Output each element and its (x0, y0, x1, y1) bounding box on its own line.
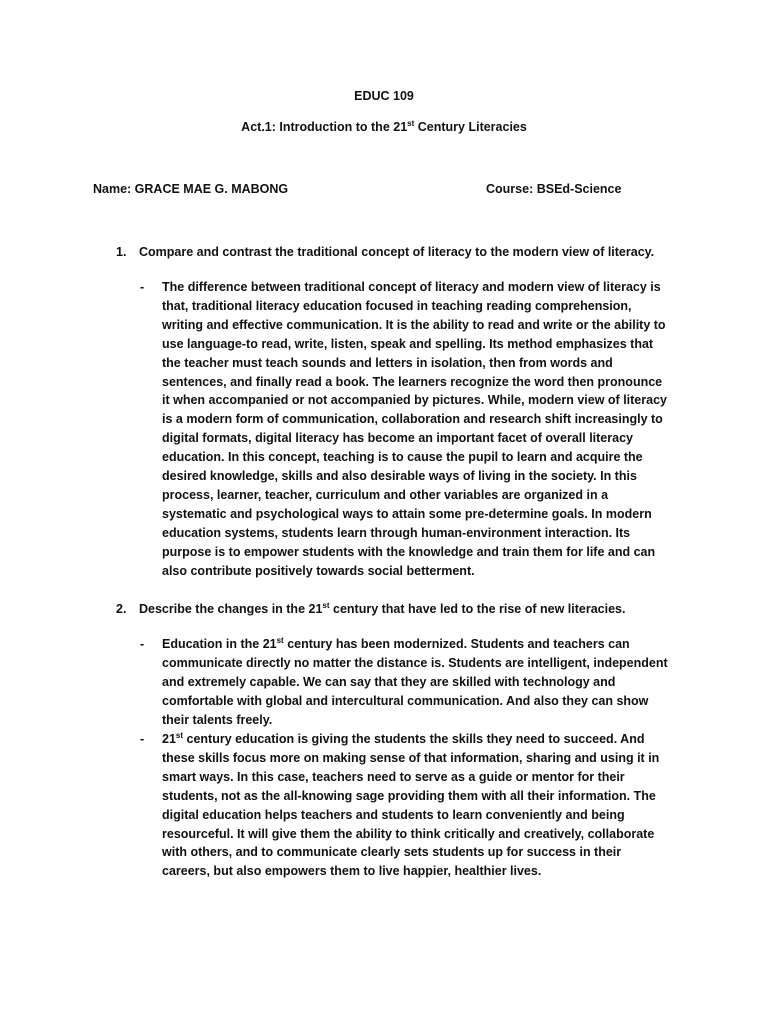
question-text-suffix: century that have led to the rise of new literacies. (329, 602, 626, 616)
question-text-sup: st (322, 601, 330, 610)
question-text: Compare and contrast the traditional concept of literacy to the modern view of literacy. (139, 245, 655, 259)
activity-title (0, 120, 768, 134)
answer-text: The difference between traditional concept of literacy and modern view of literacy is that, traditional literacy education focused in teaching reading comprehension, writing and effective communication. It is the ability to read and write or the ability to use language-to read, write, listen, speak and spelling. Its method emphasizes that the teacher must teach sounds and letters in isolation, then from words and sentences, and finally read a book. The learners recognize the word then pronounce it when accompanied or not accompanied by pictures. While, modern view of literacy is a modern form of communication, collaboration and research shift increasingly to digital formats, digital literacy has become an important facet of overall literacy education. In this concept, teaching is to cause the pupil to learn and acquire the desired knowledge, skills and also desirable ways of living in the society. In this process, learner, teacher, curriculum and other variables are organized in a systematic and psychological ways to attain some pre-determine goals. In modern education systems, students learn through human-environment interaction. Its purpose is to empower students with the knowledge and train them for life and can also contribute positively towards social betterment. (162, 280, 667, 578)
answer-text-sup: st (175, 731, 184, 740)
activity-title-sup: st (407, 119, 415, 128)
answer-text-sup: st (276, 636, 284, 645)
activity-title-suffix: Century Literacies (414, 120, 527, 134)
question-text (139, 600, 625, 618)
list-dash: - (140, 637, 145, 651)
answer-text (162, 730, 670, 881)
list-dash: - (140, 280, 145, 294)
activity-title-prefix: Act.1: Introduction to the 21 (241, 120, 408, 134)
answer-text-prefix: Education in the 21 (162, 637, 277, 651)
answer-text-suffix: century has been modernized. Students and teachers can communicate directly no matter the distance is. Students are intelligent, independent and extremely capable. We can say that they are skilled with technology and comfortable with global and intercultural communication. And also they can show their talents freely. (162, 637, 668, 727)
answer-text (162, 635, 670, 730)
question-text-prefix: Describe the changes in the 21 (139, 602, 323, 616)
answer-text-prefix: 21 (162, 732, 176, 746)
answer-text-suffix: century education is giving the students the skills they need to succeed. And these skills focus more on making sense of that information, sharing and using it in smart ways. In this case, teachers need to serve as a guide or mentor for their students, not as the all-knowing sage providing them with all their information. The digital education helps teachers and students to learn conveniently and being resourceful. It will give them the ability to think critically and creatively, collaborate with others, and to communicate clearly sets students up for success in their careers, but also empowers them to live happier, healthier lives. (162, 732, 660, 879)
student-course: Course: BSEd-Science (486, 182, 622, 196)
question-number: 2. (116, 602, 127, 616)
list-dash: - (140, 732, 145, 746)
course-code: EDUC 109 (354, 89, 414, 103)
question-number: 1. (116, 245, 127, 259)
student-name: Name: GRACE MAE G. MABONG (93, 182, 289, 196)
